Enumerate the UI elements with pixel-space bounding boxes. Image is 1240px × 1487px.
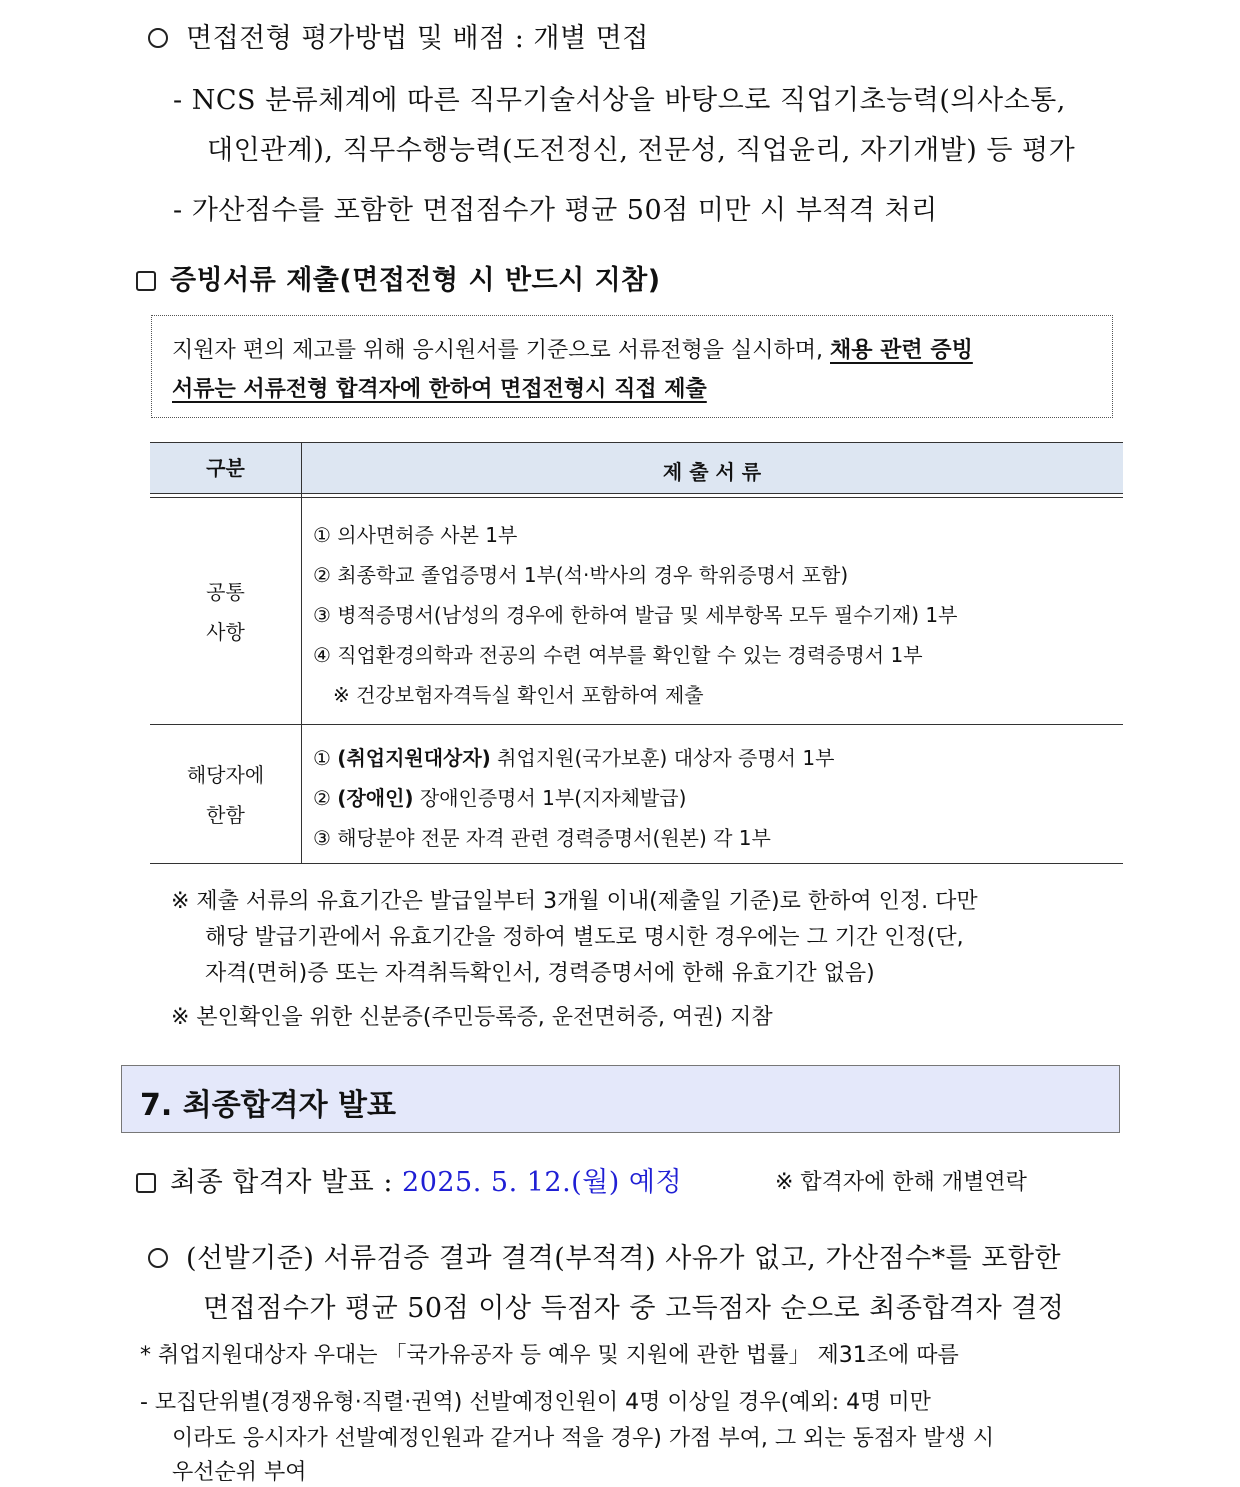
interview-title: 면접전형 평가방법 및 배점 : 개별 면접 (186, 23, 649, 54)
dash-line3: 우선순위 부여 (172, 1460, 307, 1485)
row1-item-4: ④ 직업환경의학과 전공의 수련 여부를 확인할 수 있는 경력증명서 1부 (313, 643, 923, 667)
table-header-documents: 제 출 서 류 (662, 460, 762, 484)
criteria-text-1: (선발기준) 서류검증 결과 결격(부적격) 사유가 없고, 가산점수*를 포함한 (186, 1243, 1062, 1274)
table-top-border (150, 442, 1123, 443)
row2-item-1-rest: 취업지원(국가보훈) 대상자 증명서 1부 (490, 746, 835, 770)
row2-category-line1: 해당자에 (186, 763, 265, 787)
documents-note-line1 (172, 333, 973, 364)
row2-item-3 (313, 822, 771, 851)
note-emphasis-1: 채용 관련 증빙 (830, 338, 973, 363)
documents-heading (136, 258, 661, 297)
table-header-category: 구분 (206, 456, 245, 480)
documents-title: 증빙서류 제출(면접전형 시 반드시 지참) (170, 265, 661, 296)
section-7-title: 7. 최종합격자 발표 (140, 1088, 397, 1123)
criteria-line2: 면접점수가 평균 50점 이상 득점자 중 고득점자 순으로 최종합격자 결정 (203, 1293, 1065, 1324)
row2-category-line2: 한함 (206, 803, 245, 827)
dash-line1: - 모집단위별(경쟁유형·직렬·권역) 선발예정인원이 4명 이상일 경우(예외: 4명 미만 (140, 1390, 931, 1415)
footnote1-line1: ※ 제출 서류의 유효기간은 발급일부터 3개월 이내(제출일 기준)로 한하여 인정. 다만 (171, 889, 978, 914)
row2-item-1-prefix: ① (313, 746, 338, 770)
announce-label: 최종 합격자 발표 : (170, 1167, 403, 1198)
row1-item-1: ① 의사면허증 사본 1부 (313, 523, 518, 547)
row1-item-3: ③ 병적증명서(남성의 경우에 한하여 발급 및 세부항목 모두 필수기재) 1부 (313, 603, 958, 627)
footnote1-line3: 자격(면허)증 또는 자격취득확인서, 경력증명서에 한해 유효기간 없음) (205, 961, 875, 986)
row1-category-line2: 사항 (206, 620, 245, 644)
table-header-border-2 (150, 497, 1123, 498)
square-bullet-icon (136, 1173, 156, 1193)
row2-item-1 (313, 742, 834, 771)
interview-item1-line1: - NCS 분류체계에 따른 직무기술서상을 바탕으로 직업기초능력(의사소통, (173, 85, 1066, 116)
table-row-divider (150, 724, 1123, 725)
announce-note: ※ 합격자에 한해 개별연락 (775, 1170, 1027, 1195)
row2-item-3-rest: 해당분야 전문 자격 관련 경력증명서(원본) 각 1부 (337, 826, 771, 850)
note-plain-text: 지원자 편의 제고를 위해 응시원서를 기준으로 서류전형을 실시하며, (172, 338, 830, 363)
circle-bullet-icon (148, 28, 168, 48)
table-bottom-border (150, 863, 1123, 864)
circle-bullet-icon (148, 1248, 168, 1268)
announce-date: 2025. 5. 12.(월) 예정 (402, 1167, 683, 1198)
row2-item-1-bold: (취업지원대상자) (337, 746, 491, 770)
row1-item-2: ② 최종학교 졸업증명서 1부(석·박사의 경우 학위증명서 포함) (313, 563, 849, 587)
table-header-border-1 (150, 493, 1123, 494)
footnote1-line2: 해당 발급기관에서 유효기간을 정하여 별도로 명시한 경우에는 그 기간 인정(단, (205, 925, 964, 950)
row1-category-line1: 공통 (206, 580, 245, 604)
interview-item1-line2: 대인관계), 직무수행능력(도전정신, 전문성, 직업윤리, 자기개발) 등 평가 (207, 135, 1076, 166)
row2-item-2-rest: 장애인증명서 1부(지자체발급) (413, 786, 687, 810)
dash-line2: 이라도 응시자가 선발예정인원과 같거나 적을 경우) 가점 부여, 그 외는 동점자 발생 시 (172, 1426, 995, 1451)
note-emphasis-2: 서류는 서류전형 합격자에 한하여 면접전형시 직접 제출 (172, 377, 707, 402)
row2-item-2-bold: (장애인) (337, 786, 414, 810)
row2-item-3-prefix: ③ (313, 826, 338, 850)
square-bullet-icon (136, 271, 156, 291)
star-note: * 취업지원대상자 우대는 「국가유공자 등 예우 및 지원에 관한 법률」 제31조에 따름 (140, 1343, 959, 1368)
interview-item2: - 가산점수를 포함한 면접점수가 평균 50점 미만 시 부적격 처리 (173, 195, 938, 226)
row2-item-2 (313, 782, 686, 811)
criteria-line1 (148, 1236, 1061, 1275)
footnote2: ※ 본인확인을 위한 신분증(주민등록증, 운전면허증, 여권) 지참 (171, 1005, 773, 1030)
row2-item-2-prefix: ② (313, 786, 338, 810)
announce-line (136, 1160, 682, 1199)
documents-table (150, 442, 1123, 864)
interview-heading (148, 16, 649, 55)
table-column-divider (301, 442, 302, 864)
row1-item-5: ※ 건강보험자격득실 확인서 포함하여 제출 (333, 683, 704, 707)
